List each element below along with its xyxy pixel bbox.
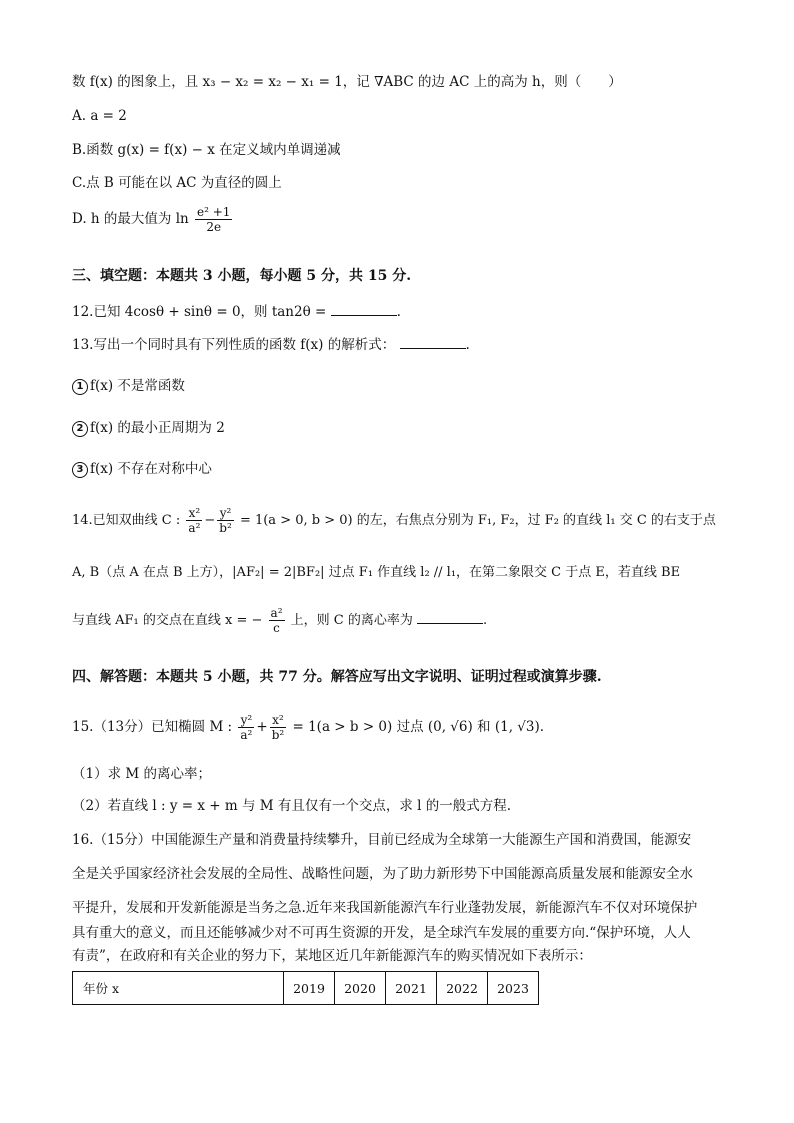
q14-fraction-y [217,506,234,535]
fraction-numerator: y² [217,506,234,521]
q14-line-2: A, B（点 A 在点 B 上方），|AF₂| = 2|BF₂| 过点 F₁ 作直线 l₂ // l₁，在第二象限交 C 于点 E，若直线 BE [72,565,681,580]
q11-stem: 数 f(x) 的图象上，且 x₃ − x₂ = x₂ − x₁ = 1，记 ∇ABC 的边 AC 上的高为 h，则（ ） [72,74,622,90]
fraction-denominator: c [273,621,280,635]
q13-item-2 [72,418,225,438]
q11-option-d-fraction [195,205,232,234]
fraction-denominator: a² [240,728,253,742]
q14-answer-blank[interactable] [417,611,483,624]
q14-line-3: 与直线 AF₁ 的交点在直线 x = − $\frac{\text{a²}}{c}$ 上，则 C 的离心率为 . [72,606,488,635]
fraction-numerator: e² +1 [197,205,231,219]
q14-line-3b: 上，则 C 的离心率为 [290,613,413,628]
q12-text: 12.已知 4cosθ + sinθ = 0，则 tan2θ = [72,304,327,320]
q12: 12.已知 4cosθ + sinθ = 0，则 tan2θ = . [72,304,401,320]
q14-minus: − [204,513,216,528]
q13: 13.写出一个同时具有下列性质的函数 f(x) 的解析式： . [72,337,470,353]
fraction-denominator: a² [188,521,201,535]
table-cell: 2022 [437,972,488,1005]
q12-answer-blank[interactable] [331,303,397,316]
q15-line-1 [72,713,544,742]
circled-number-icon: 1 [72,379,88,395]
fraction-denominator: b² [219,521,232,535]
q15-plus: + [256,719,268,735]
table-cell: 2021 [386,972,437,1005]
q16-line-3: 平提升，发展和开发新能源是当务之急.近年来我国新能源汽车行业蓬勃发展，新能源汽车不仅对环境保护 [72,900,698,916]
q15-part-b: = 1(a > b > 0) 过点 (0, √6) 和 (1, √3). [292,719,545,735]
q16-line-5: 有责”，在政府和有关企业的努力下，某地区近几年新能源汽车的购买情况如下表所示： [72,948,592,964]
q14-part-1a: 14.已知双曲线 C : [72,513,181,528]
q15-sub-1: （1）求 M 的离心率； [72,766,211,782]
q13-item-text: f(x) 不存在对称中心 [90,461,212,477]
q13-item-1 [72,376,185,396]
q16-line-1: 16.（15分）中国能源生产量和消费量持续攀升，目前已经成为全球第一大能源生产国和消费国，能源安 [72,832,692,848]
q14-part-1b: = 1(a > 0, b > 0) 的左，右焦点分别为 F₁, F₂，过 F₂ 的直线 l₁ 交 C 的右支于点 [239,513,716,528]
fraction-numerator: y² [238,713,254,728]
q13-item-text: f(x) 不是常函数 [90,378,185,394]
fraction-denominator: b² [271,728,285,742]
q15-sub-2: （2）若直线 l : y = x + m 与 M 有且仅有一个交点，求 l 的一般式方程. [72,798,512,814]
q16-line-4: 具有重大的意义，而且还能够减少对不可再生资源的开发，是全球汽车发展的重要方向.“保护环境，人人 [72,925,691,941]
q13-answer-blank[interactable] [400,336,466,349]
section-4-title: 四、解答题：本题共 5 小题，共 77 分。解答应写出文字说明、证明过程或演算步骤. [72,669,602,685]
q13-text: 13.写出一个同时具有下列性质的函数 f(x) 的解析式： [72,337,396,353]
q15-fraction-y [238,713,254,742]
q11-option-d [72,205,234,234]
q14-line-3a: 与直线 AF₁ 的交点在直线 x = − [72,613,263,628]
fraction-denominator: 2e [206,220,222,234]
q11-option-c: C.点 B 可能在以 AC 为直径的圆上 [72,175,282,191]
q13-item-text: f(x) 的最小正周期为 2 [90,420,225,436]
q11-option-d-prefix: D. h 的最大值为 ln [72,211,189,227]
table-cell: 2020 [335,972,386,1005]
table-row [73,972,539,1005]
fraction-numerator: a² [270,606,283,620]
q14-fraction-directrix [269,606,285,635]
q15-fraction-x [270,713,287,742]
q14-fraction-x [186,506,202,535]
q16-table [72,971,539,1005]
q13-item-3 [72,459,212,479]
q16-line-2: 全是关乎国家经济社会发展的全局性、战略性问题，为了助力新形势下中国能源高质量发展和能源安全水 [72,866,693,882]
table-header-year: 年份 x [73,972,284,1005]
table-cell: 2019 [284,972,335,1005]
q11-option-a: A. a = 2 [72,108,127,124]
section-3-title: 三、填空题：本题共 3 小题，每小题 5 分，共 15 分. [72,268,412,284]
fraction-numerator: x² [270,713,287,728]
q11-option-b: B.函数 g(x) = f(x) − x 在定义域内单调递减 [72,142,341,158]
q14-line-1 [72,506,716,535]
q15-part-a: 15.（13分）已知椭圆 M : [72,719,233,735]
circled-number-icon: 3 [72,462,88,478]
circled-number-icon: 2 [72,421,88,437]
fraction-numerator: x² [186,506,202,521]
table-cell: 2023 [488,972,539,1005]
